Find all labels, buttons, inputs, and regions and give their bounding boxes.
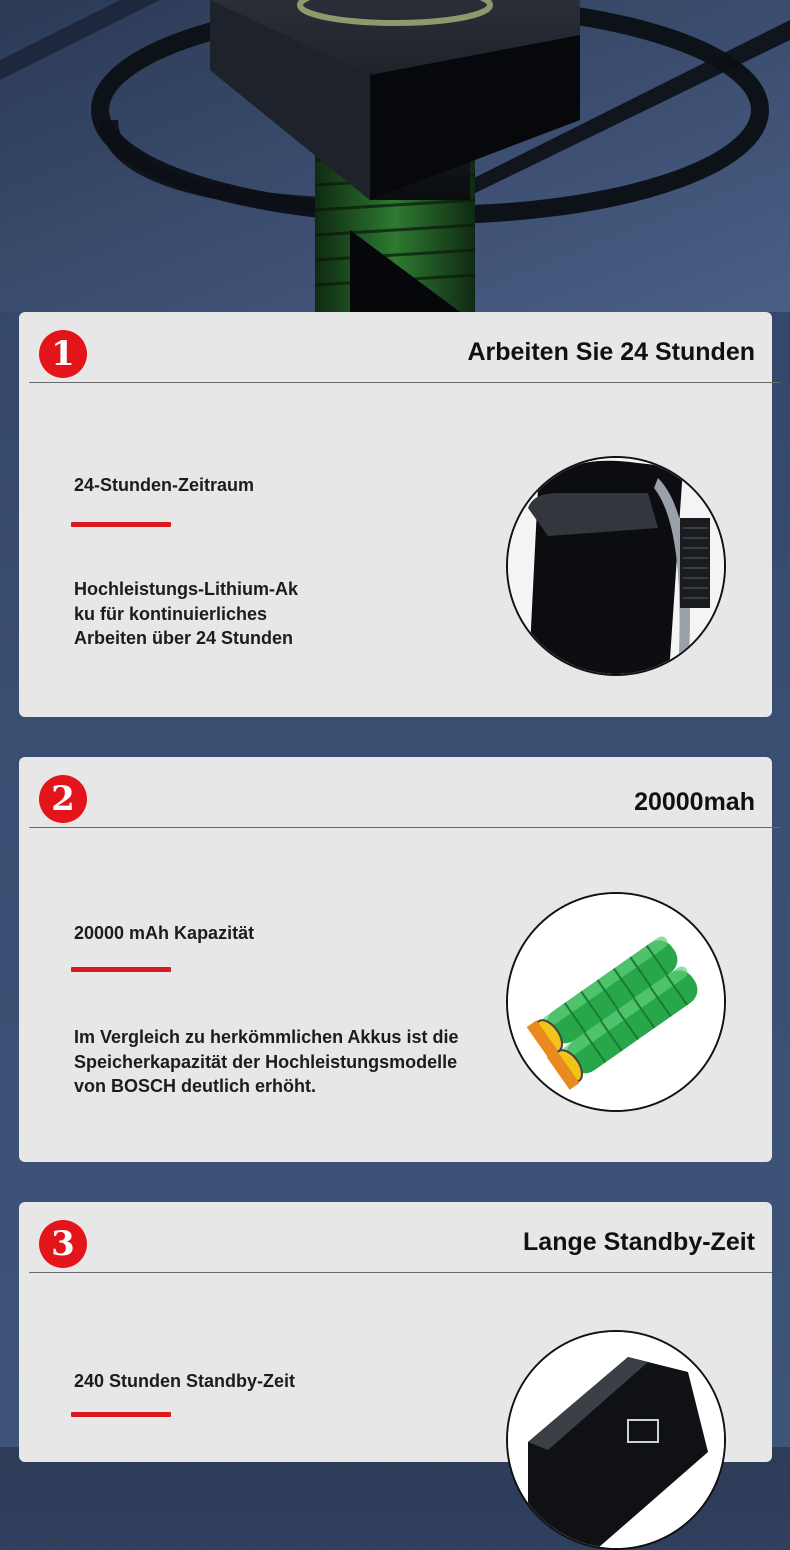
accent-bar bbox=[71, 967, 171, 972]
description-line: Arbeiten über 24 Stunden bbox=[74, 628, 294, 648]
accent-bar bbox=[71, 1412, 171, 1417]
feature-card-2 bbox=[19, 757, 772, 1162]
section-number-badge: 3 bbox=[39, 1220, 87, 1268]
description-line: von BOSCH deutlich erhöht. bbox=[74, 1076, 317, 1096]
feature-subtitle: 20000 mAh Kapazität bbox=[74, 923, 255, 943]
feature-description bbox=[74, 577, 298, 651]
section-divider bbox=[29, 1272, 772, 1273]
feature-description bbox=[74, 1025, 458, 1099]
battery-pack-icon bbox=[506, 1330, 726, 1550]
description-line: Hochleistungs-Lithium-Ak bbox=[74, 579, 298, 599]
section-divider bbox=[29, 827, 780, 828]
feature-subtitle: 240 Stunden Standby-Zeit bbox=[74, 1371, 296, 1391]
feature-subtitle: 24-Stunden-Zeitraum bbox=[74, 475, 255, 495]
battery-cells-icon bbox=[506, 892, 726, 1112]
description-line: ku für kontinuierliches bbox=[74, 603, 268, 624]
product-closeup-icon bbox=[506, 456, 726, 676]
section-title: 20000mah bbox=[634, 788, 755, 816]
section-title: Arbeiten Sie 24 Stunden bbox=[467, 338, 755, 366]
section-number-badge: 2 bbox=[39, 775, 87, 823]
hero-product-image bbox=[0, 0, 790, 312]
section-number-badge: 1 bbox=[39, 330, 87, 378]
accent-bar bbox=[71, 522, 171, 527]
description-line: Speicherkapazität der Hochleistungsmodelle bbox=[74, 1051, 458, 1072]
description-line: Im Vergleich zu herkömmlichen Akkus ist die bbox=[74, 1027, 459, 1047]
section-divider bbox=[29, 382, 780, 383]
feature-card-3 bbox=[19, 1202, 772, 1462]
feature-card-1 bbox=[19, 312, 772, 717]
section-title: Lange Standby-Zeit bbox=[523, 1228, 755, 1256]
